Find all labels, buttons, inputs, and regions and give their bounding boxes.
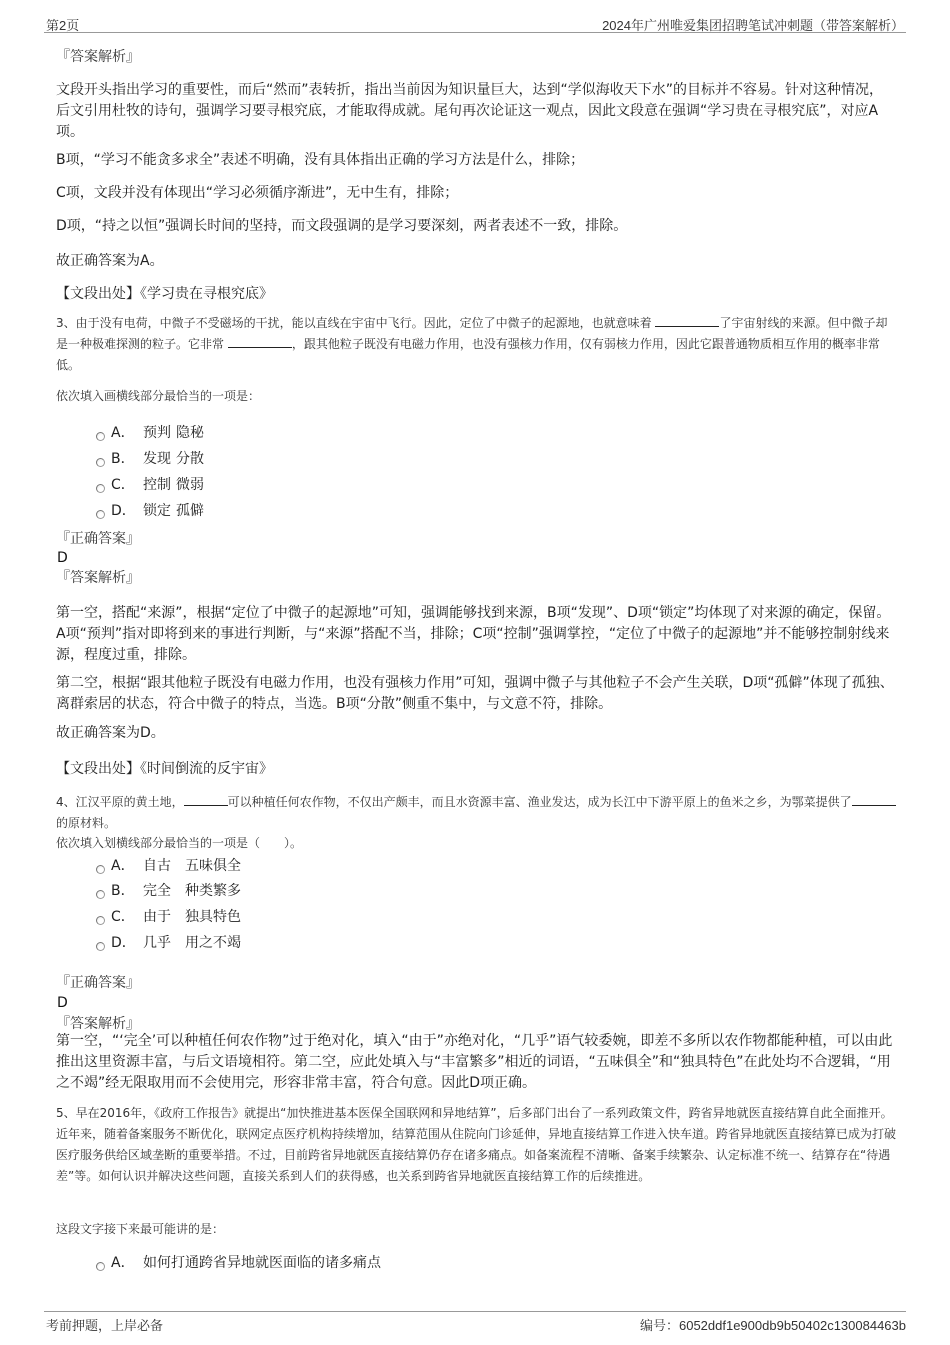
q3-option-b[interactable]: B． 发现 分散 bbox=[96, 449, 204, 469]
q4-option-b[interactable]: B． 完全 种类繁多 bbox=[96, 881, 241, 901]
q3-option-c[interactable]: C． 控制 微弱 bbox=[96, 475, 204, 495]
radio-button-icon[interactable] bbox=[96, 484, 105, 493]
q4-option-d[interactable]: D． 几乎 用之不竭 bbox=[96, 933, 241, 953]
q3-option-d[interactable]: D． 锁定 孤僻 bbox=[96, 501, 204, 521]
q4-correct-answer: D bbox=[57, 995, 68, 1011]
q2-analysis-paragraph: 文段开头指出学习的重要性，而后“然而”表转折，指出当前因为知识量巨大，达到“学似海收天下水”的目标并不容易。针对这种情况，后文引用杜牧的诗句，强调学习要寻根究底，才能取得成就。尾句再次论证这一观点，因此文段意在强调“学习贵在寻根究底”，对应A项。 bbox=[56, 82, 884, 140]
radio-button-icon[interactable] bbox=[96, 1262, 105, 1271]
q3-analysis-paragraph-1: 第一空，搭配“来源”，根据“定位了中微子的起源地”可知，强调能够找到来源，B项“发现”、D项“锁定”均体现了对来源的确定，保留。A项“预判”指对即将到来的事进行判断，与“来源”搭配不当，排除；C项“控制”强调掌控，“定位了中微子的起源地”并不能够控制射线来源，程度过重，排除。 bbox=[56, 605, 891, 663]
radio-button-icon[interactable] bbox=[96, 510, 105, 519]
q2-conclusion: 故正确答案为A。 bbox=[56, 253, 164, 269]
q3-option-a[interactable]: A． 预判 隐秘 bbox=[96, 423, 204, 443]
q4-analysis-paragraph: 第一空，“‘完全’可以种植任何农作物”过于绝对化，填入“由于”亦绝对化，“几乎”语气较委婉，即差不多所以农作物都能种植，可以由此推出这里资源丰富，与后文语境相符。第二空，应此处填入与“丰富繁多”相近的词语，“五味俱全”和“独具特色”在此处均不合逻辑，“用之不竭”经无限取用而不会使用完，形容非常丰富，符合句意。因此D项正确。 bbox=[56, 1033, 893, 1091]
page-number: 第2页 bbox=[46, 18, 80, 33]
q5-stem: 5、早在2016年，《政府工作报告》就提出“加快推进基本医保全国联网和异地结算”，后多部门出台了一系列政策文件，跨省异地就医直接结算自此全面推开。近年来，随着备案服务不断优化，联网定点医疗机构持续增加，结算范围从住院向门诊延伸，异地直接结算工作进入快车道。跨省异地就医直接结算已成为打破医疗服务供给区域垄断的重要举措。不过，目前跨省异地就医直接结算仍存在诸多痛点。如备案流程不清晰、备案手续繁杂、认定标准不统一、结算存在“待遇差”等。如何认识并解决这些问题，直接关系到人们的获得感，也关系到跨省异地就医直接结算工作的后续推进。 bbox=[56, 1106, 897, 1183]
q5-option-a[interactable]: A． 如何打通跨省异地就医面临的诸多痛点 bbox=[96, 1253, 381, 1273]
radio-button-icon[interactable] bbox=[96, 432, 105, 441]
q4-correct-answer-label: 『正确答案』 bbox=[56, 975, 140, 991]
q2-analysis-option-b: B项，“学习不能贪多求全”表述不明确，没有具体指出正确的学习方法是什么，排除； bbox=[56, 152, 585, 168]
document-title: 2024年广州唯爱集团招聘笔试冲刺题（带答案解析） bbox=[602, 18, 904, 33]
q4-analysis-label: 『答案解析』 bbox=[56, 1016, 140, 1032]
footer-slogan: 考前押题，上岸必备 bbox=[46, 1318, 164, 1333]
q4-blank-1 bbox=[184, 793, 228, 806]
q3-stem: 3、由于没有电荷，中微子不受磁场的干扰，能以直线在宇宙中飞行。因此，定位了中微子的起源地，也就意味着 了宇宙射线的来源。但中微子却是一种极难探测的粒子。它非常 ，跟其他粒子既没有电磁力作用，也没有强核力作用，仅有弱核力作用，因此它跟普通物质相互作用的概率非常低。 bbox=[56, 316, 888, 372]
q3-analysis-paragraph-2: 第二空，根据“跟其他粒子既没有电磁力作用，也没有强核力作用”可知，强调中微子与其他粒子不会产生关联，D项“孤僻”体现了孤独、离群索居的状态，符合中微子的特点，当选。B项“分散”侧重不集中，与文意不符，排除。 bbox=[56, 675, 894, 712]
radio-button-icon[interactable] bbox=[96, 458, 105, 467]
serial-number: 编号：6052ddf1e900db9b50402c130084463b bbox=[639, 1318, 906, 1333]
q4-option-a[interactable]: A． 自古 五味俱全 bbox=[96, 856, 241, 876]
radio-button-icon[interactable] bbox=[96, 916, 105, 925]
q3-analysis-label: 『答案解析』 bbox=[56, 570, 140, 586]
q5-prompt: 这段文字接下来最可能讲的是： bbox=[56, 1222, 225, 1236]
q2-analysis-label: 『答案解析』 bbox=[56, 49, 140, 65]
q4-stem: 4、江汉平原的黄土地， 可以种植任何农作物，不仅出产颇丰，而且水资源丰富、渔业发达，成为长江中下游平原上的鱼米之乡，为鄂菜提供了的原材料。 bbox=[56, 792, 896, 834]
page-header bbox=[44, 14, 906, 33]
q4-option-c[interactable]: C． 由于 独具特色 bbox=[96, 907, 241, 927]
q3-blank-2 bbox=[228, 335, 292, 348]
radio-button-icon[interactable] bbox=[96, 942, 105, 951]
radio-button-icon[interactable] bbox=[96, 890, 105, 899]
q3-correct-answer-label: 『正确答案』 bbox=[56, 531, 140, 547]
q2-analysis-option-d: D项，“持之以恒”强调长时间的坚持，而文段强调的是学习要深刻，两者表述不一致，排除。 bbox=[56, 218, 628, 234]
q3-source: 【文段出处】《时间倒流的反宇宙》 bbox=[56, 761, 273, 777]
q3-blank-1 bbox=[655, 314, 719, 327]
q3-correct-answer: D bbox=[57, 550, 68, 566]
radio-button-icon[interactable] bbox=[96, 865, 105, 874]
q4-blank-2 bbox=[852, 793, 896, 806]
q2-analysis-option-c: C项，文段并没有体现出“学习必须循序渐进”，无中生有，排除； bbox=[56, 185, 459, 201]
q3-conclusion: 故正确答案为D。 bbox=[56, 725, 165, 741]
q3-prompt: 依次填入画横线部分最恰当的一项是： bbox=[56, 389, 261, 403]
page-footer bbox=[44, 1311, 906, 1333]
q4-prompt: 依次填入划横线部分最恰当的一项是（ ）。 bbox=[56, 836, 303, 850]
q2-source: 【文段出处】《学习贵在寻根究底》 bbox=[56, 286, 273, 302]
